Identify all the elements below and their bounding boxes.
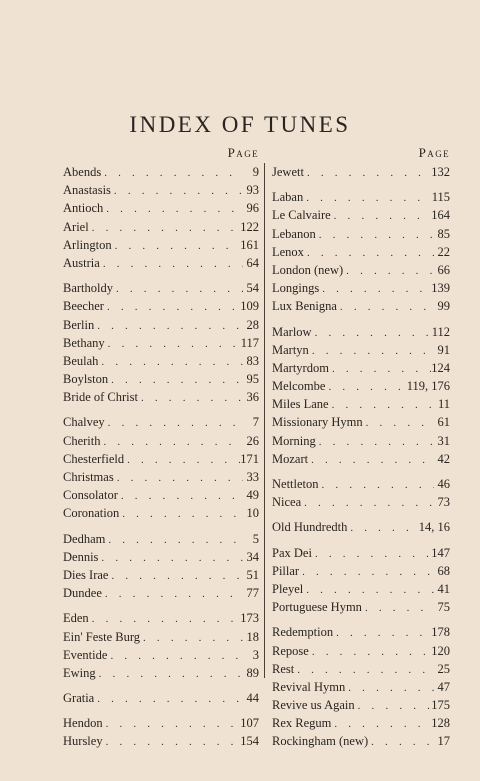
page-number: 51	[246, 567, 259, 582]
dot-leader	[114, 469, 243, 487]
index-letter-group	[63, 714, 259, 750]
tune-name: Christmas	[63, 470, 114, 484]
page-number: 95	[246, 372, 259, 387]
index-letter-group	[272, 188, 450, 315]
page-number: 36	[246, 390, 259, 405]
tune-name: Dedham	[63, 531, 106, 546]
page-number: 25	[437, 661, 450, 676]
tune-name: Arlington	[63, 237, 112, 252]
tune-name: Jewett	[272, 165, 304, 179]
page-number: 68	[437, 563, 450, 578]
index-entry	[63, 646, 259, 664]
page-number: 33	[246, 470, 259, 484]
index-entry	[272, 432, 450, 450]
dot-leader	[329, 360, 431, 378]
page-number: 109	[240, 299, 259, 314]
index-letter-group	[63, 689, 259, 707]
dot-leader	[101, 164, 243, 182]
index-letter-group	[63, 413, 259, 522]
dot-leader	[138, 389, 243, 407]
dot-leader	[113, 280, 243, 298]
index-entry	[63, 432, 259, 450]
page-column-heading	[63, 145, 259, 163]
tune-name: Le Calvaire	[272, 208, 331, 223]
index-entry	[63, 450, 259, 468]
index-letter-group	[63, 530, 259, 603]
dot-leader	[319, 476, 434, 494]
index-entry	[63, 689, 259, 707]
index-entry	[63, 218, 259, 236]
index-entry	[272, 377, 450, 395]
index-letter-group	[272, 544, 450, 617]
page-number: 46	[437, 477, 450, 491]
index-entry	[63, 297, 259, 315]
dot-leader	[304, 244, 434, 262]
tune-name: Lux Benigna	[272, 299, 337, 314]
dot-leader	[100, 255, 243, 273]
index-entry	[63, 236, 259, 254]
tune-name: Chesterfield	[63, 451, 125, 466]
dot-leader	[312, 324, 432, 342]
tune-name: Nicea	[272, 495, 302, 510]
dot-leader	[103, 200, 243, 218]
index-letter-group	[272, 163, 450, 181]
page-number: 154	[240, 734, 259, 749]
index-entry	[272, 359, 450, 377]
dot-leader	[308, 451, 434, 469]
dot-leader	[312, 545, 431, 563]
dot-leader	[103, 733, 241, 751]
dot-leader	[105, 335, 241, 353]
dot-leader	[98, 353, 243, 371]
page-number: 83	[246, 353, 259, 368]
index-entry	[272, 544, 450, 562]
tune-name: Martyrdom	[272, 360, 329, 375]
tune-name: Dennis	[63, 549, 99, 564]
page-number: 164	[431, 208, 450, 223]
page-number: 128	[431, 716, 450, 731]
page-number: 175	[431, 698, 450, 713]
page-number: 22	[437, 244, 450, 259]
page-heading-label: Page	[227, 145, 259, 160]
index-entry	[272, 580, 450, 598]
dot-leader	[303, 581, 434, 599]
page-number: 89	[246, 665, 259, 680]
index-entry	[63, 254, 259, 272]
page-number: 139	[431, 281, 450, 296]
tune-name: Bride of Christ	[63, 390, 138, 405]
page-number: 42	[437, 451, 450, 466]
index-entry	[63, 181, 259, 199]
tune-name: Gratia	[63, 691, 95, 706]
tune-name: Dies Irae	[63, 567, 109, 582]
tune-name: Old Hundredth	[272, 520, 348, 535]
dot-leader	[119, 505, 243, 523]
tune-name: Miles Lane	[272, 397, 329, 412]
index-entry	[272, 518, 450, 536]
tune-name: Pleyel	[272, 581, 304, 596]
page-number: 171	[240, 451, 259, 466]
index-entry	[272, 598, 450, 616]
dot-leader	[102, 585, 243, 603]
tune-name: Rex Regum	[272, 716, 332, 731]
index-entry	[272, 225, 450, 243]
index-entry	[272, 714, 450, 732]
index-entry	[272, 243, 450, 261]
dot-leader	[309, 342, 434, 360]
dot-leader	[304, 164, 431, 182]
tune-name: Longings	[272, 281, 320, 296]
page-number: 93	[246, 183, 259, 198]
dot-leader	[107, 647, 243, 665]
page-number: 132	[431, 165, 450, 179]
index-letter-group	[272, 623, 450, 750]
tune-name: Rockingham (new)	[272, 734, 369, 749]
dot-leader	[343, 262, 434, 280]
dot-leader	[299, 563, 434, 581]
tune-name: Boylston	[63, 372, 109, 387]
page-number: 54	[246, 281, 259, 296]
tune-name: Revival Hymn	[272, 679, 346, 694]
dot-leader	[118, 487, 243, 505]
index-entry	[63, 199, 259, 217]
index-letter-group	[63, 609, 259, 682]
page-number: 85	[437, 226, 450, 241]
tune-name: Berlin	[63, 317, 95, 332]
index-entry	[272, 642, 450, 660]
tune-name: Repose	[272, 643, 309, 658]
page-number: 9	[252, 165, 259, 179]
dot-leader	[94, 690, 243, 708]
dot-leader	[368, 733, 434, 751]
index-list-right	[272, 163, 450, 751]
index-entry	[63, 316, 259, 334]
index-entry	[272, 206, 450, 224]
index-entry	[63, 584, 259, 602]
index-entry	[63, 732, 259, 750]
index-entry	[272, 323, 450, 341]
page-number: 77	[246, 586, 259, 601]
index-column-left	[63, 145, 259, 758]
index-entry	[272, 562, 450, 580]
index-entry	[272, 493, 450, 511]
tune-name: Dundee	[63, 586, 102, 601]
index-entry	[63, 504, 259, 522]
dot-leader	[331, 207, 432, 225]
dot-leader	[140, 629, 243, 647]
tune-name: Mozart	[272, 451, 309, 466]
index-entry	[63, 664, 259, 682]
page-title: INDEX OF TUNES	[129, 112, 351, 137]
tune-name: Revive us Again	[272, 698, 355, 713]
page-number: 10	[246, 506, 259, 521]
tune-name: Anastasis	[63, 183, 111, 198]
dot-leader	[347, 519, 418, 537]
index-letter-group	[272, 475, 450, 511]
page-number: 147	[431, 545, 450, 560]
index-letter-group	[272, 518, 450, 536]
page-number: 49	[246, 488, 259, 503]
page-number: 34	[246, 549, 259, 564]
page-number: 119, 176	[406, 379, 450, 394]
page-number: 120	[431, 643, 450, 658]
tune-name: Cherith	[63, 433, 101, 448]
index-entry	[63, 388, 259, 406]
page-number: 61	[437, 415, 450, 430]
page-number: 122	[240, 219, 259, 234]
tune-name: Beecher	[63, 299, 104, 314]
index-entry	[63, 334, 259, 352]
index-list-left	[63, 163, 259, 751]
page-number: 5	[252, 531, 259, 546]
index-letter-group	[63, 163, 259, 272]
index-entry	[63, 163, 259, 181]
index-entry	[272, 450, 450, 468]
tune-name: Ewing	[63, 665, 96, 680]
page-number: 7	[252, 415, 259, 430]
tune-name: Antioch	[63, 201, 104, 216]
index-entry	[272, 678, 450, 696]
tune-name: Morning	[272, 433, 316, 448]
tune-name: Ein' Feste Burg	[63, 629, 141, 644]
index-entry	[63, 530, 259, 548]
dot-leader	[316, 226, 434, 244]
tune-name: Eden	[63, 611, 89, 626]
page-number: 115	[431, 190, 450, 205]
index-entry	[63, 279, 259, 297]
index-entry	[272, 279, 450, 297]
tune-name: Beulah	[63, 353, 99, 368]
tune-name: London (new)	[272, 262, 344, 277]
page-number: 107	[240, 716, 259, 731]
page-number: 17	[437, 734, 450, 749]
tune-name: Consolator	[63, 488, 118, 503]
dot-leader	[89, 610, 241, 628]
dot-leader	[316, 433, 434, 451]
tune-name: Coronation	[63, 506, 120, 521]
tune-name: Martyn	[272, 342, 309, 357]
column-divider	[264, 163, 265, 678]
index-entry	[272, 732, 450, 750]
dot-leader	[309, 643, 431, 661]
dot-leader	[294, 661, 434, 679]
dot-leader	[104, 298, 240, 316]
index-entry	[272, 297, 450, 315]
tune-name: Nettleton	[272, 477, 319, 491]
index-entry	[272, 660, 450, 678]
page-number: 99	[437, 299, 450, 314]
page-number: 173	[240, 611, 259, 626]
index-entry	[63, 352, 259, 370]
dot-leader	[103, 715, 241, 733]
index-letter-group	[63, 279, 259, 406]
page-number: 117	[240, 335, 259, 350]
page-heading-label: Page	[418, 145, 450, 160]
dot-leader	[337, 298, 434, 316]
tune-name: Austria	[63, 255, 100, 270]
index-entry	[272, 696, 450, 714]
page-number: 28	[246, 317, 259, 332]
index-entry	[272, 341, 450, 359]
page-number: 3	[252, 647, 259, 662]
dot-leader	[325, 378, 406, 396]
page-number: 26	[246, 433, 259, 448]
page-column-heading	[272, 145, 450, 163]
page-number: 91	[437, 342, 450, 357]
index-letter-group	[272, 323, 450, 469]
tune-name: Abends	[63, 165, 102, 179]
dot-leader	[303, 189, 431, 207]
dot-leader	[333, 624, 431, 642]
page-number: 124	[431, 360, 450, 375]
index-entry	[63, 468, 259, 486]
tune-name: Laban	[272, 190, 304, 205]
tune-name: Pax Dei	[272, 545, 312, 560]
dot-leader	[301, 494, 434, 512]
tune-name: Rest	[272, 661, 295, 676]
page-number: 161	[240, 237, 259, 252]
index-entry	[63, 370, 259, 388]
index-entry	[63, 548, 259, 566]
dot-leader	[94, 317, 243, 335]
page-number: 178	[431, 625, 450, 640]
tune-name: Eventide	[63, 647, 108, 662]
index-entry	[63, 566, 259, 584]
page-number: 73	[437, 495, 450, 510]
index-entry	[63, 714, 259, 732]
dot-leader	[108, 371, 243, 389]
tune-name: Lenox	[272, 244, 304, 259]
tune-name: Redemption	[272, 625, 334, 640]
index-entry	[63, 628, 259, 646]
page-number: 96	[246, 201, 259, 216]
page-number: 41	[437, 581, 450, 596]
index-entry	[272, 413, 450, 431]
index-entry	[272, 261, 450, 279]
page-number: 31	[437, 433, 450, 448]
dot-leader	[362, 599, 434, 617]
dot-leader	[112, 237, 241, 255]
dot-leader	[105, 531, 243, 549]
dot-leader	[345, 679, 434, 697]
index-entry	[63, 486, 259, 504]
index-entry	[272, 395, 450, 413]
index-entry	[272, 475, 450, 493]
tune-name: Hursley	[63, 734, 103, 749]
dot-leader	[124, 451, 240, 469]
index-entry	[272, 188, 450, 206]
page-number: 47	[437, 679, 450, 694]
dot-leader	[329, 396, 434, 414]
dot-leader	[98, 549, 243, 567]
dot-leader	[89, 219, 241, 237]
page-number: 75	[437, 600, 450, 615]
tune-name: Hendon	[63, 716, 103, 731]
tune-name: Missionary Hymn	[272, 415, 363, 430]
page-number: 18	[246, 629, 259, 644]
tune-name: Pillar	[272, 563, 300, 578]
tune-name: Chalvey	[63, 415, 105, 430]
page-number: 112	[431, 324, 450, 339]
index-column-right	[272, 145, 450, 758]
tune-name: Ariel	[63, 219, 89, 234]
page-number: 14, 16	[418, 520, 450, 535]
index-entry	[63, 609, 259, 627]
page-number: 64	[246, 255, 259, 270]
dot-leader	[101, 433, 244, 451]
tune-name: Melcombe	[272, 379, 326, 394]
tune-name: Lebanon	[272, 226, 316, 241]
index-entry	[63, 413, 259, 431]
tune-name: Bartholdy	[63, 281, 113, 296]
index-entry	[272, 163, 450, 181]
tune-name: Bethany	[63, 335, 105, 350]
dot-leader	[105, 414, 243, 432]
tune-name: Portuguese Hymn	[272, 600, 362, 615]
dot-leader	[108, 567, 243, 585]
dot-leader	[331, 715, 431, 733]
page-number: 66	[437, 262, 450, 277]
page-number: 11	[437, 397, 450, 412]
dot-leader	[96, 665, 243, 683]
tune-name: Marlow	[272, 324, 312, 339]
dot-leader	[355, 697, 432, 715]
page-number: 44	[246, 691, 259, 706]
dot-leader	[111, 182, 243, 200]
index-entry	[272, 623, 450, 641]
dot-leader	[319, 280, 431, 298]
dot-leader	[363, 414, 434, 432]
